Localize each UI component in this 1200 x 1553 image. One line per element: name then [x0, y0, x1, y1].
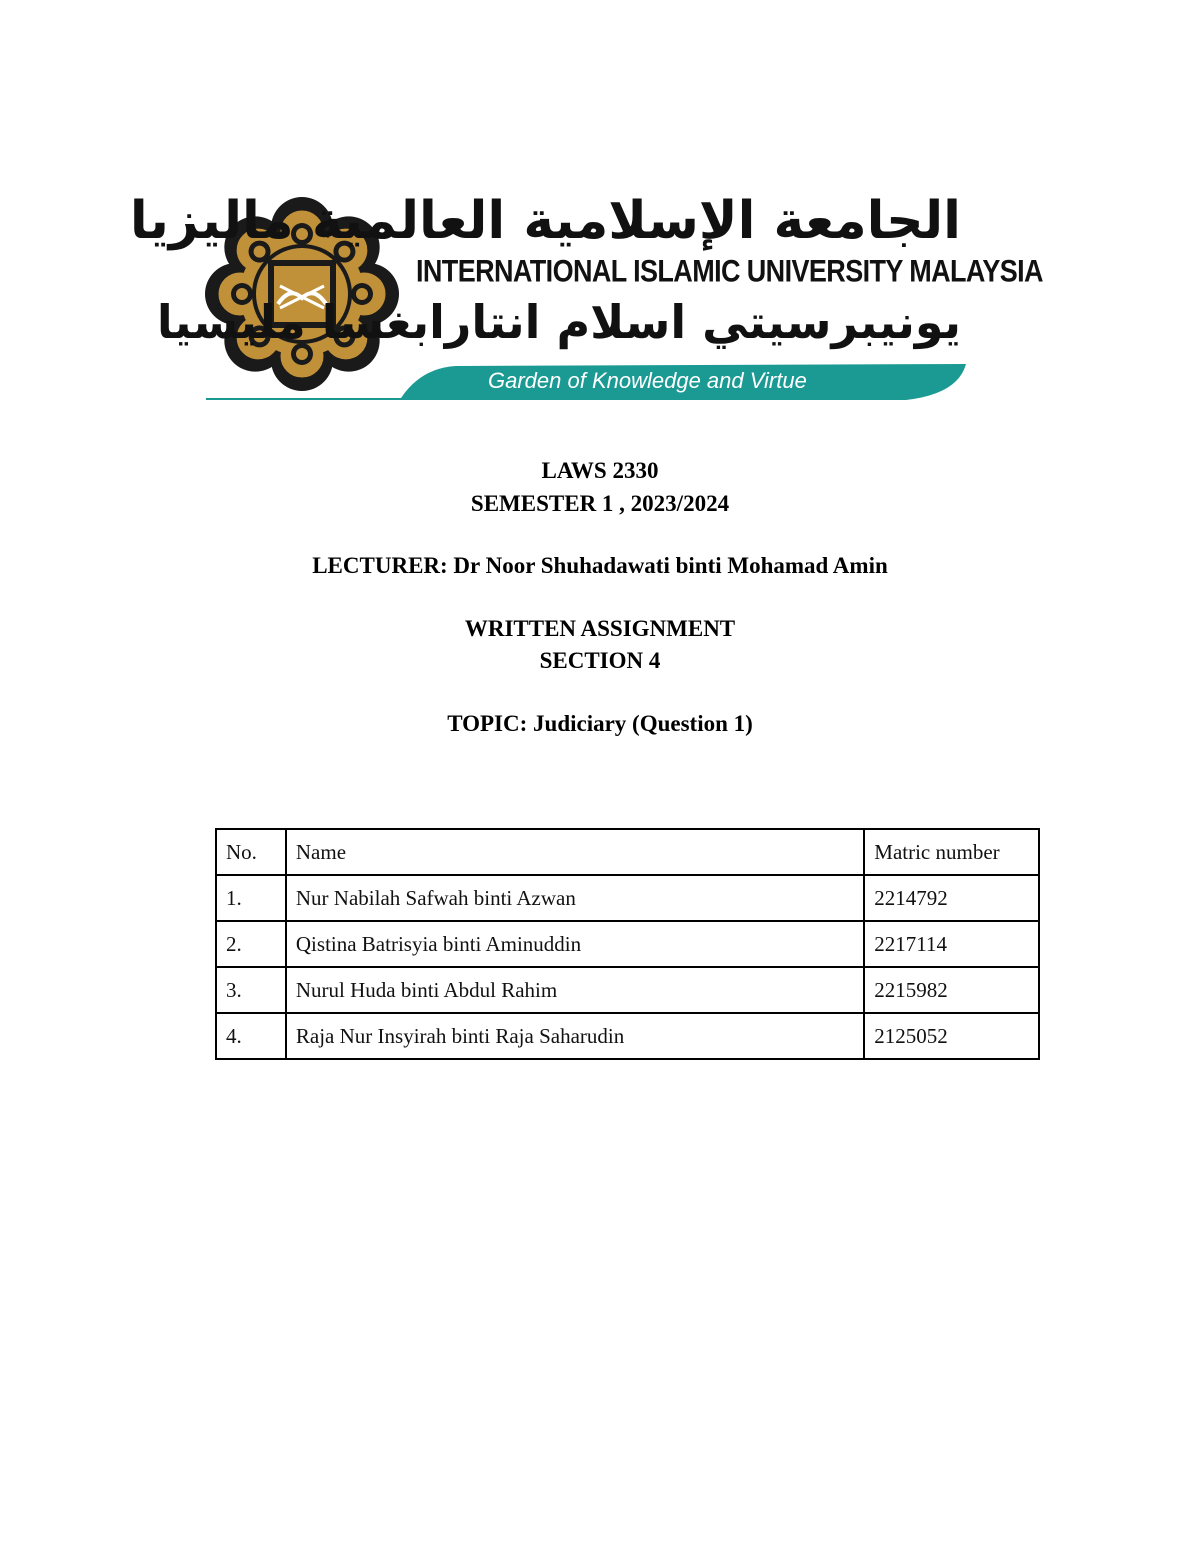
header-matric: Matric number [864, 829, 1039, 875]
topic: TOPIC: Judiciary (Question 1) [447, 711, 753, 736]
cell-name: Nurul Huda binti Abdul Rahim [286, 967, 864, 1013]
cell-name: Qistina Batrisyia binti Aminuddin [286, 921, 864, 967]
logo-arabic-name: الجامعة الإسلامية العالمية ماليزيا [129, 191, 961, 251]
header-name: Name [286, 829, 864, 875]
cell-matric: 2125052 [864, 1013, 1039, 1059]
cell-no: 4. [216, 1013, 286, 1059]
members-table [215, 828, 1040, 1060]
table-header-row [216, 829, 1039, 875]
logo-motto: Garden of Knowledge and Virtue [488, 368, 807, 393]
lecturer: LECTURER: Dr Noor Shuhadawati binti Mohamad Amin [312, 553, 888, 578]
cell-no: 1. [216, 875, 286, 921]
table-row [216, 921, 1039, 967]
cell-matric: 2217114 [864, 921, 1039, 967]
table-row [216, 967, 1039, 1013]
assignment-type: WRITTEN ASSIGNMENT [464, 616, 736, 641]
section: SECTION 4 [539, 648, 661, 673]
table-row [216, 1013, 1039, 1059]
university-logo [129, 190, 1043, 405]
cell-no: 2. [216, 921, 286, 967]
logo-english-name: INTERNATIONAL ISLAMIC UNIVERSITY MALAYSIA [416, 254, 1043, 289]
cell-matric: 2214792 [864, 875, 1039, 921]
course-code: LAWS 2330 [541, 458, 659, 483]
table-row [216, 875, 1039, 921]
header-no: No. [216, 829, 286, 875]
logo-jawi-name: يونيبرسيتي اسلام انتارابغسا مليسيا [156, 295, 961, 349]
cell-name: Raja Nur Insyirah binti Raja Saharudin [286, 1013, 864, 1059]
cell-name: Nur Nabilah Safwah binti Azwan [286, 875, 864, 921]
semester: SEMESTER 1 , 2023/2024 [470, 491, 730, 516]
cell-no: 3. [216, 967, 286, 1013]
cell-matric: 2215982 [864, 967, 1039, 1013]
